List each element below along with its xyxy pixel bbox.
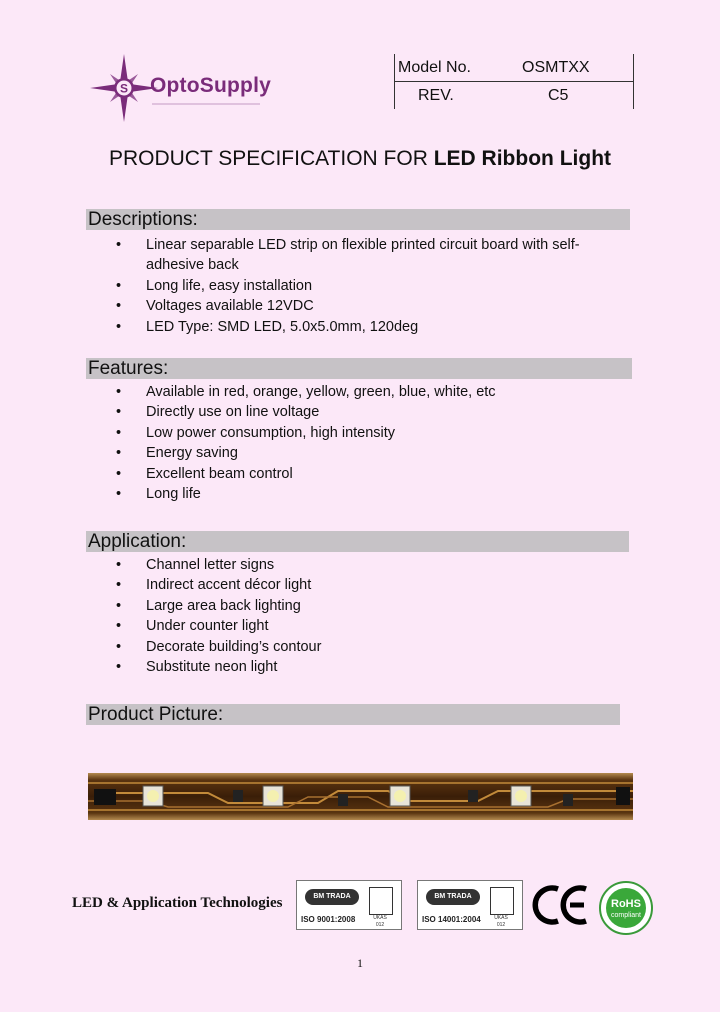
rev-value: C5	[548, 87, 569, 104]
rev-row	[394, 82, 634, 109]
list-item: • Voltages available 12VDC	[116, 298, 314, 315]
crown-shield-icon	[369, 887, 393, 915]
cert-standard: ISO 9001:2008	[301, 915, 356, 924]
cert-standard: ISO 14001:2004	[422, 915, 481, 924]
features-list	[116, 382, 586, 504]
list-item: • Large area back lighting	[116, 597, 301, 614]
logo-s-letter: S	[119, 81, 129, 96]
model-table	[394, 54, 634, 109]
list-item: • Substitute neon light	[116, 659, 278, 676]
list-item: • Indirect accent décor light	[116, 577, 312, 594]
model-label: Model No.	[398, 59, 471, 76]
cert-ukas: UKAS	[494, 915, 508, 921]
list-item: • Directly use on line voltage	[116, 404, 320, 421]
document-title	[0, 147, 720, 171]
list-item: • Long life, easy installation	[116, 277, 313, 294]
list-item: • Excellent beam control	[116, 465, 293, 482]
features-heading: Features:	[86, 358, 632, 379]
iso-9001-cert	[296, 880, 402, 930]
crown-shield-icon	[490, 887, 514, 915]
rohs-sub: compliant	[611, 912, 641, 919]
list-item: • Available in red, orange, yellow, green, blue, white, etc	[116, 384, 496, 400]
application-heading: Application:	[86, 531, 629, 552]
title-product: LED Ribbon Light	[433, 147, 612, 170]
footer-company-text: LED & Application Technologies	[72, 895, 283, 911]
descriptions-list	[116, 235, 586, 337]
rohs-compliant-icon	[598, 880, 654, 936]
ce-mark-icon	[532, 883, 590, 927]
list-item: • Under counter light	[116, 618, 269, 635]
bm-trada-badge: BM TRADA	[305, 889, 359, 905]
led-strip-picture	[88, 773, 633, 820]
list-item: • Low power consumption, high intensity	[116, 424, 396, 441]
page-number: 1	[357, 956, 363, 970]
logo-brand-text: OptoSupply	[150, 74, 271, 97]
descriptions-heading: Descriptions:	[86, 209, 630, 230]
list-item: • Channel letter signs	[116, 557, 275, 573]
list-item: • LED Type: SMD LED, 5.0x5.0mm, 120deg	[116, 318, 419, 335]
rev-label: REV.	[418, 87, 454, 104]
cert-number: 012	[375, 922, 385, 928]
list-item: • Decorate building’s contour	[116, 638, 322, 655]
cert-ukas: UKAS	[373, 915, 387, 921]
model-row	[394, 54, 634, 81]
list-item: • Long life	[116, 486, 201, 503]
application-list	[116, 555, 586, 677]
bm-trada-badge: BM TRADA	[426, 889, 480, 905]
iso-14001-cert	[417, 880, 523, 930]
list-item: • Energy saving	[116, 445, 238, 462]
list-item: • Linear separable LED strip on flexible printed circuit board with self-adhesive back	[116, 237, 580, 274]
product-picture-heading: Product Picture:	[86, 704, 620, 725]
rohs-label: RoHS	[611, 898, 641, 910]
model-value: OSMTXX	[522, 59, 590, 76]
cert-number: 012	[496, 922, 506, 928]
title-prefix: PRODUCT SPECIFICATION FOR	[108, 147, 434, 170]
